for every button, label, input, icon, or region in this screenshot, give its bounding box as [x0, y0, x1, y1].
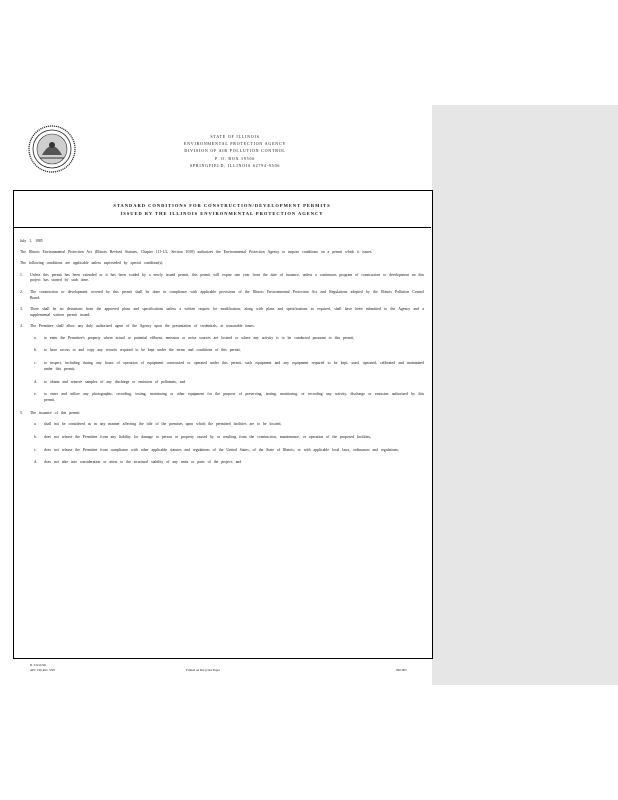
agency-line-division: DIVISION OF AIR POLLUTION CONTROL	[184, 148, 286, 154]
sub-condition-text: to inspect, including during any hours of operation of equipment constructed or operated under this permit, such equipment and any equipment required to be kept, used, operated, calibrated and maintained under this permit,	[44, 361, 424, 371]
footer-recycled-note: Printed on Recycled Paper	[186, 668, 220, 672]
condition-number: 2.	[20, 289, 23, 294]
footer-form-id	[30, 663, 55, 673]
sub-condition-item	[34, 448, 424, 454]
footer-form-number: IL 532-0226	[30, 663, 46, 667]
document-title	[13, 190, 431, 228]
condition-number: 4.	[20, 324, 23, 329]
sub-condition-letter: d.	[34, 460, 37, 465]
document-date: July 1, 1985	[20, 239, 43, 243]
agency-line-city: SPRINGFIELD, ILLINOIS 62794-9506	[189, 162, 281, 168]
sub-condition-letter: b.	[34, 348, 37, 353]
sub-condition-item	[34, 422, 424, 428]
agency-line-pobox: P. O. BOX 19506	[214, 155, 256, 161]
sub-condition-item	[34, 348, 424, 354]
gray-side-panel	[432, 105, 618, 685]
condition-number: 5.	[20, 410, 23, 415]
agency-header	[150, 133, 320, 169]
sub-condition-item	[34, 460, 424, 466]
sub-condition-text: to obtain and remove samples of any discharge or emission of pollutants, and	[44, 379, 186, 384]
condition-number: 1.	[20, 272, 23, 277]
condition-text: The Permittee shall allow any duly authorized agent of the Agency upon the presentation of credentials, at reasonable times:	[30, 324, 255, 329]
sub-condition-item	[34, 336, 424, 342]
sub-condition-item	[34, 392, 424, 403]
sub-condition-letter: a.	[34, 422, 37, 427]
condition-text: The construction or development covered by this permit shall be done in compliance with applicable provisions of the Illinois Environmental Protection Act and Regulations adopted by the Illinois Pollution Control Board.	[30, 289, 424, 300]
sub-condition-letter: c.	[34, 361, 37, 366]
sub-condition-letter: b.	[34, 434, 37, 439]
condition-text: There shall be no deviations from the approved plans and specifications unless a written request for modification, along with plans and specifications as required, shall have been submitted to the Agency and a supplemental written permit issued.	[30, 307, 424, 317]
condition-text: Unless this permit has been extended or it has been voided by a newly issued permit, this permit will expire one year from the date of issuance, unless a continuous program of construction or development on this project has started by such time.	[30, 272, 424, 283]
condition-item	[20, 307, 424, 318]
title-line-2: ISSUED BY THE ILLINOIS ENVIRONMENTAL PROTECTION AGENCY	[120, 211, 324, 216]
footer-code: 090-005	[396, 668, 407, 672]
intro-paragraph: The Illinois Environmental Protection Act (Illinois Revised Statutes, Chapter 111-1/2, Section 1039) authorizes the Environmental Protection Agency to impose conditions on a permit which it issues.	[20, 250, 373, 255]
sub-condition-text: to enter the Permittee's property where actual or potential effluent, emission or noise sources are located or where any activity is to be conducted pursuant to this permit,	[44, 335, 354, 340]
sub-condition-text: shall not be considered as in any manner affecting the title of the premises upon which the permitted facilities are to be located,	[44, 422, 282, 427]
sub-condition-letter: a.	[34, 335, 37, 340]
sub-condition-text: does not take into consideration or attest to the structural stability of any units or parts of the project, and	[44, 460, 242, 465]
agency-line-state: STATE OF ILLINOIS	[210, 134, 260, 139]
sub-condition-text: to enter and utilize any photographic, recording, testing, monitoring or other equipment for the purpose of preserving, testing, monitoring, or recording any activity, discharge or emission authorized by this permit.	[44, 392, 424, 402]
agency-line-epa: ENVIRONMENTAL PROTECTION AGENCY	[183, 141, 287, 147]
sub-condition-letter: e.	[34, 392, 37, 397]
state-seal-icon	[28, 125, 76, 173]
sub-condition-item	[34, 361, 424, 372]
condition-text: The issuance of this permit:	[30, 410, 81, 415]
condition-item	[20, 273, 424, 284]
footer-revision: APC 166 Rev. 5/99	[30, 668, 55, 672]
sub-condition-text: does not release the Permittee from any liability for damage to person or property caused by or resulting from the construction, maintenance, or operation of the proposed facilities,	[44, 434, 371, 439]
document-body	[20, 239, 424, 473]
sub-condition-text: does not release the Permittee from compliance with other applicable statutes and regulations of the United States, of the State of Illinois, or with applicable local laws, ordinances and regulations,	[44, 447, 399, 452]
title-line-1: STANDARD CONDITIONS FOR CONSTRUCTION/DEVELOPMENT PERMITS	[113, 203, 331, 208]
condition-item	[20, 324, 424, 330]
sub-condition-text: to have access to and copy any records required to be kept under the terms and conditions of this permit,	[44, 348, 241, 353]
sub-condition-letter: d.	[34, 379, 37, 384]
condition-number: 3.	[20, 307, 23, 312]
sub-condition-item	[34, 435, 424, 441]
sub-condition-item	[34, 380, 424, 386]
sub-condition-letter: c.	[34, 447, 37, 452]
applicability-paragraph: The following conditions are applicable unless superseded by special condition(s).	[20, 261, 164, 266]
condition-item	[20, 290, 424, 301]
condition-item	[20, 411, 424, 417]
